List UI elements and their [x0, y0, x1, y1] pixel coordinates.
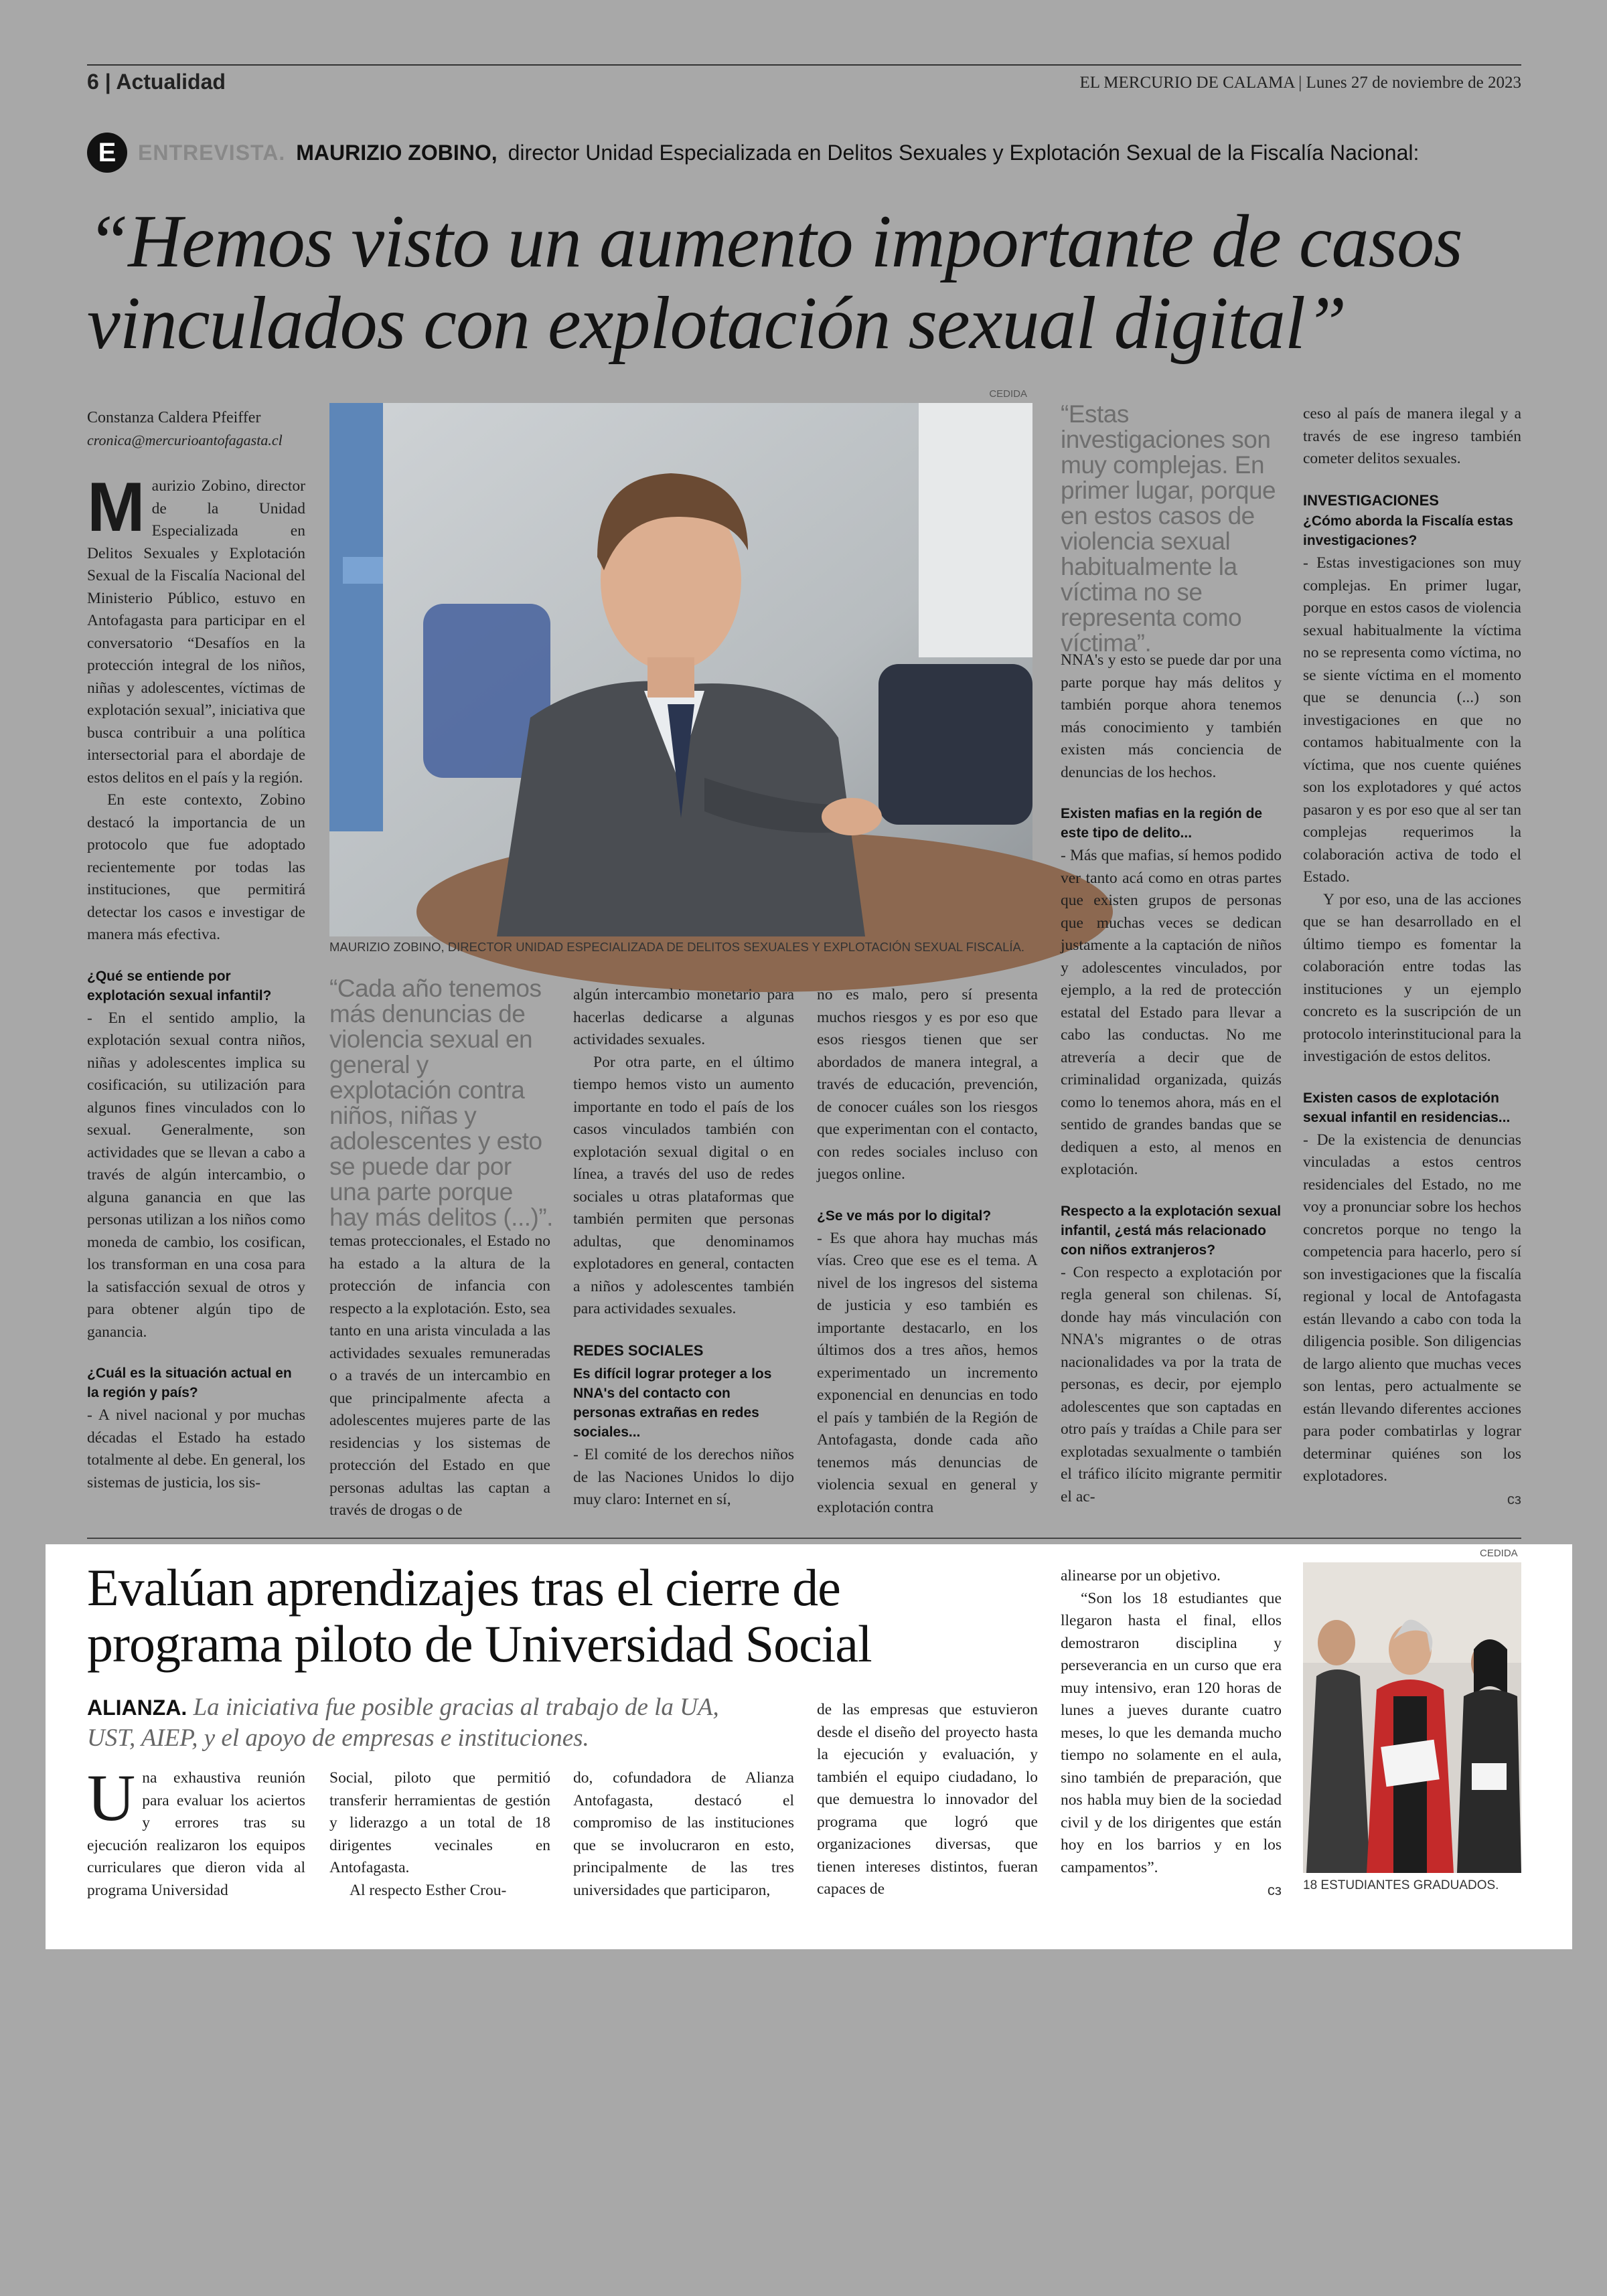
photo-credit: CEDIDA — [989, 388, 1027, 400]
secondary-column-2 — [329, 1767, 550, 1901]
secondary-headline: Evalúan aprendizajes tras el cierre de programa piloto de Universidad Social — [87, 1558, 872, 1673]
article-divider — [87, 1538, 1521, 1539]
secondary-column-4 — [817, 1699, 1038, 1901]
paragraph: alinearse por un objetivo. — [1061, 1567, 1221, 1584]
secondary-column-5 — [1061, 1565, 1282, 1913]
kicker-label: ENTREVISTA. — [138, 140, 286, 165]
interview-question: ¿Se ve más por lo digital? — [817, 1208, 992, 1224]
secondary-column-1 — [87, 1760, 305, 1901]
interview-question: Es difícil lograr proteger a los NNA's del contacto con personas extrañas en redes sociales... — [573, 1366, 772, 1440]
masthead-date: EL MERCURIO DE CALAMA | Lunes 27 de noviembre de 2023 — [1079, 74, 1521, 92]
interview-answer: - Con respecto a explotación por regla general son chilenas. Sí, donde hay más vinculación con NNA's migrantes o de otras nacionalidades va por la trata de personas, es decir, por ejemplo adolescentes que son captadas en otro país y traídas a Chile para ser explotadas sexualmente o también el tráfico ilícito migrante permitir el ac- — [1061, 1263, 1282, 1505]
author-email: cronica@mercurioantofagasta.cl — [87, 432, 283, 448]
section-heading: INVESTIGACIONES — [1303, 491, 1439, 509]
article-column-1 — [87, 469, 305, 1523]
interview-badge-icon: E — [87, 133, 127, 173]
paragraph: algún intercambio monetario para hacerlas dedicarse a algunas actividades sexuales. — [573, 986, 794, 1048]
graduates-illustration — [1303, 1562, 1521, 1873]
interview-photo — [329, 388, 1032, 936]
interview-kicker — [87, 133, 1521, 173]
paragraph: Al respecto Esther Crou- — [350, 1881, 507, 1899]
drop-cap: M — [87, 469, 145, 546]
interview-answer: - El comité de los derechos niños de las Naciones Unidos lo dijo muy claro: Internet en sí, — [573, 1446, 794, 1508]
interview-answer: - De la existencia de denuncias vinculadas a estos centros residenciales del Estado, no me voy a pronunciar sobre los hechos concretos porque no tengo la competencia para hacerlo, pero sí son investigaciones que la fiscalía regional y local de Antofagasta están llevando a cabo con toda la diligencia posible. Son diligencias de largo aliento que muchas veces son lentas, pero actualmente se están llevando diferentes acciones para poder combatirlas y lograr determinar quiénes son los explotadores. — [1303, 1131, 1521, 1485]
photo-caption: 18 ESTUDIANTES GRADUADOS. — [1303, 1878, 1499, 1892]
portrait-illustration — [329, 403, 1032, 936]
article-column-6 — [1303, 403, 1521, 1525]
interview-question: Existen casos de explotación sexual infantil en residencias... — [1303, 1090, 1511, 1125]
main-headline: “Hemos visto un aumento importante de casos vinculados con explotación sexual digital” — [87, 200, 1462, 365]
paragraph: na exhaustiva reunión para evaluar los aciertos y errores tras su ejecución realizaron los equipos curriculares que dieron vida al programa Universidad — [87, 1769, 305, 1899]
paragraph: Por otra parte, en el último tiempo hemos visto un aumento importante en todo el país de los casos vinculados también con explotación sexual digital o en línea, a través del uso de redes sociales u otras plataformas que también permiten que personas adultas, que denominamos explotadores en general, contacten a niños y adolescentes también para actividades sexuales. — [573, 1053, 794, 1317]
drop-cap: U — [87, 1760, 136, 1835]
article-column-2 — [329, 1230, 550, 1525]
page-header — [87, 64, 1521, 104]
interview-answer: - Más que mafias, sí hemos podido ver tanto acá como en otras partes que existen grupos de personas que muchas veces se dedican justamente a la captación de niños y adolescentes vinculados, por ejemplo, a la red de protección estatal del Estado para llevar a cabo las conductas. No me atrevería a decir que de criminalidad organizada, quizás como lo tenemos ahora, más en el sentido de grandes bandas que se dediquen a esto, al menos en explotación. — [1061, 847, 1282, 1178]
article-column-5 — [1061, 649, 1282, 1525]
interview-answer: - En el sentido amplio, la explotación sexual contra niños, niñas y adolescentes implica su cosificación, su utilización para algunos fines vinculados con lo sexual. Generalmente, son actividades que se llevan a cabo a través de algún intercambio, o alguna ganancia en que las personas utilizan a los niños como moneda de cambio, los cosifican, los transforman en una cosa para la satisfacción sexual de otros y para obtener algún tipo de ganancia. — [87, 1009, 305, 1341]
paragraph: do, cofundadora de Alianza Antofagasta, destacó el compromiso de las instituciones que se involucraron en esto, principalmente de las tres universidades que participaron, — [573, 1769, 794, 1899]
interview-question: ¿Qué se entiende por explotación sexual infantil? — [87, 968, 272, 1003]
article-end-mark: cз — [1507, 1490, 1521, 1507]
section-label: 6 | Actualidad — [87, 70, 226, 94]
photo-credit: CEDIDA — [1480, 1548, 1518, 1559]
pull-quote: “Estas investigaciones son muy complejas. En primer lugar, porque en estos casos de violencia sexual habitualmente la víctima no se representa como víctima”. — [1061, 400, 1276, 657]
paragraph: no es malo, pero sí presenta muchos riesgos y es por eso que esos riesgos tienen que ser abordados de manera integral, a través de educación, prevención, de conocer cuáles son los riesgos que experimentan con el contacto, con redes sociales incluso con juegos online. — [817, 986, 1038, 1183]
interview-question: Existen mafias en la región de este tipo de delito... — [1061, 806, 1263, 841]
paragraph: temas proteccionales, el Estado no ha estado a la altura de la protección de infancia con respecto a la explotación. Esto, sea tanto en una arista vinculada a las actividades sexuales remuneradas o a través de un intercambio en que principalmente afecta a adolescentes mujeres parte de las residencias y los sistemas de protección del Estado en que personas adultas las captan a través de drogas o de — [329, 1232, 550, 1519]
kicker-role: director Unidad Especializada en Delitos Sexuales y Explotación Sexual de la Fiscalía Nacional: — [508, 140, 1420, 165]
secondary-lead — [87, 1692, 770, 1753]
interview-answer: - Estas investigaciones son muy complejas. En primer lugar, porque en estos casos de violencia sexual habitualmente la víctima no se representa como víctima, no se siente víctima en el momento que se denuncia (...) son investigaciones en que no contamos habitualmente con la víctima, que nos cuente quiénes son los explotadores y qué actos pasaron y es por eso que al ser tan complejas requerimos la colaboración activa de todo el Estado. — [1303, 554, 1521, 886]
interview-answer: - Es que ahora hay muchas más vías. Creo que ese es el tema. A nivel de los ingresos del sistema de justicia y eso también es importante destacarlo, en los últimos dos a tres años, hemos experimentado un incremento exponencial en denuncias en todo el país y también de la Región de Antofagasta, donde cada año tenemos más denuncias de violencia sexual en general y explotación contra — [817, 1229, 1038, 1516]
article-column-3 — [573, 984, 794, 1525]
interview-question: Respecto a la explotación sexual infantil, ¿está más relacionado con niños extranjeros? — [1061, 1203, 1282, 1258]
article-column-4 — [817, 984, 1038, 1525]
interview-answer: - A nivel nacional y por muchas décadas el Estado ha estado totalmente al debe. En general, los sistemas de justicia, los sis- — [87, 1406, 305, 1491]
section-heading: REDES SOCIALES — [573, 1341, 704, 1359]
article-end-mark: cз — [1267, 1882, 1282, 1898]
paragraph: ceso al país de manera ilegal y a través de ese ingreso también cometer delitos sexuales. — [1303, 405, 1521, 467]
paragraph: de las empresas que estuvieron desde el diseño del proyecto hasta la ejecución y evaluación, y también el equipo ciudadano, lo que demuestra lo innovador del programa que logró que organizaciones diversas, que tienen intereses distintos, fueran capaces de — [817, 1701, 1038, 1898]
lead-label: ALIANZA. — [87, 1696, 187, 1720]
paragraph: Y por eso, una de las acciones que se han desarrollado en el último tiempo es fomentar la colaboración entre todas las instituciones y un ejemplo concreto es la suscripción de un protocolo interinstitucional para la investigación de estos delitos. — [1303, 890, 1521, 1065]
kicker-name: MAURIZIO ZOBINO, — [296, 140, 498, 165]
interview-question: ¿Cómo aborda la Fiscalía estas investigaciones? — [1303, 513, 1513, 548]
photo-caption: MAURIZIO ZOBINO, DIRECTOR UNIDAD ESPECIALIZADA DE DELITOS SEXUALES Y EXPLOTACIÓN SEXUAL FISCALÍA. — [329, 940, 1024, 954]
pull-quote: “Cada año tenemos más denuncias de violencia sexual en general y explotación contra niños, niñas y adolescentes y esto se puede dar por una parte porque hay más delitos (...)”. — [329, 975, 553, 1231]
paragraph: En este contexto, Zobino destacó la importancia de un protocolo que fue adoptado recientemente por todas las instituciones, que permitirá detectar los casos e investigar de manera más efectiva. — [87, 791, 305, 943]
intro-paragraph: aurizio Zobino, director de la Unidad Especializada en Delitos Sexuales y Explotación Sexual de la Fiscalía Nacional del Ministerio Público, estuvo en Antofagasta para participar en el conversatorio “Desafíos en la protección integral de los niños, niñas y adolescentes, víctimas de explotación sexual”, iniciativa que busca contribuir a una política intersectorial para el abordaje de estos delitos en el país y la región. — [87, 477, 305, 787]
interview-question: ¿Cuál es la situación actual en la región y país? — [87, 1366, 292, 1400]
byline — [87, 406, 283, 452]
graduates-photo — [1303, 1562, 1521, 1873]
secondary-column-3 — [573, 1767, 794, 1901]
author-name: Constanza Caldera Pfeiffer — [87, 409, 261, 426]
lead-text: La iniciativa fue posible gracias al trabajo de la UA, UST, AIEP, y el apoyo de empresas e instituciones. — [87, 1694, 719, 1752]
paragraph: Social, piloto que permitió transferir herramientas de gestión y liderazgo a un total de 18 dirigentes vecinales en Antofagasta. — [329, 1769, 550, 1876]
paragraph: NNA's y esto se puede dar por una parte porque hay más delitos y también porque ahora tenemos más conocimiento y también existen más conciencia de denuncias de los hechos. — [1061, 651, 1282, 781]
paragraph: “Son los 18 estudiantes que llegaron hasta el final, ellos demostraron disciplina y perseverancia en un curso que era muy intensivo, eran 120 horas de lunes a jueves durante cuatro meses, lo que les demanda mucho tiempo no solamente en el aula, sino también de preparación, que nos habla muy bien de la sociedad civil y de los dirigentes que están hoy en los barrios y en los campamentos”. — [1061, 1589, 1282, 1876]
